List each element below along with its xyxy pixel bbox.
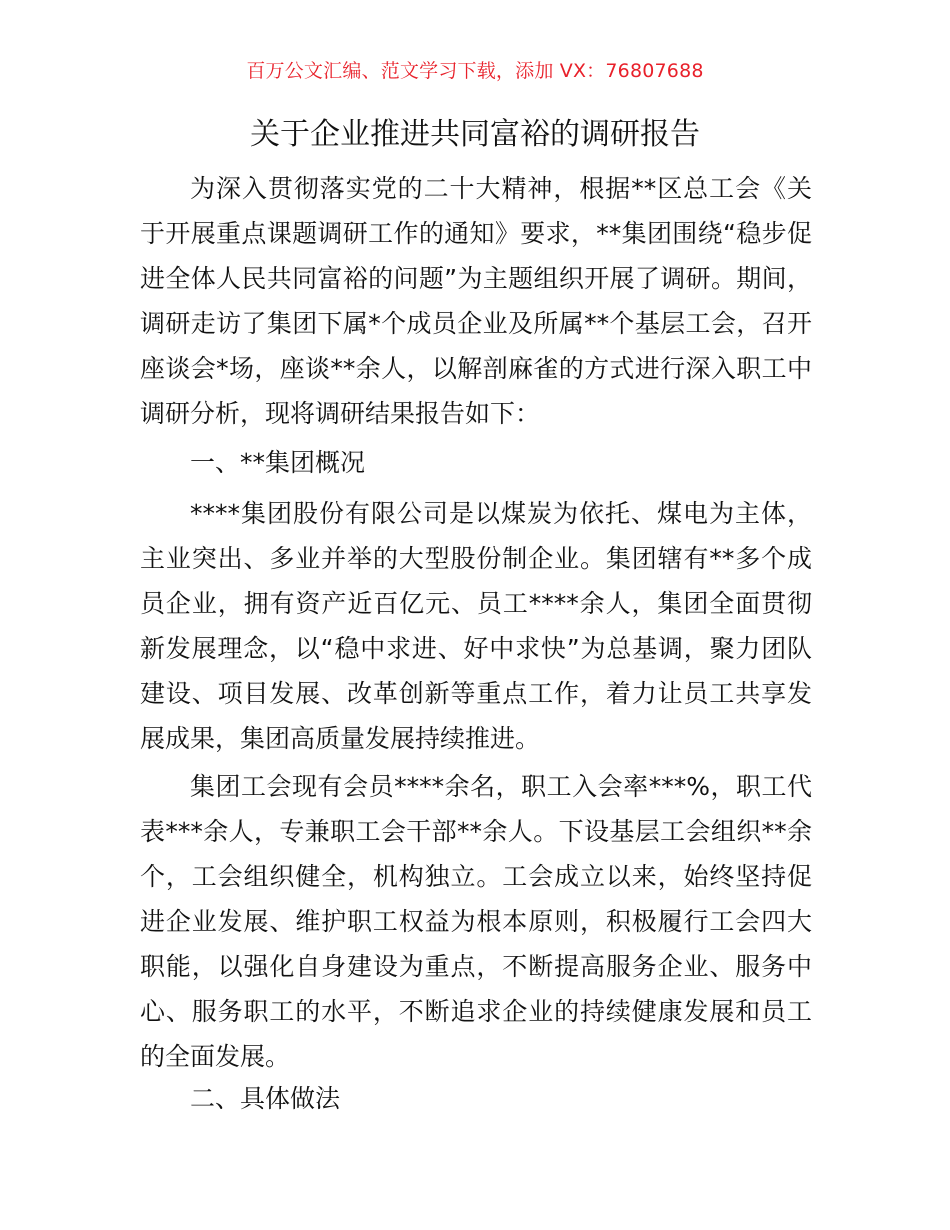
header-banner: 百万公文汇编、范文学习下载，添加 VX：76807688: [246, 60, 704, 82]
paragraph-union: 集团工会现有会员****余名，职工入会率***%，职工代表***余人，专兼职工会干部**余人。下设基层工会组织**余个，工会组织健全，机构独立。工会成立以来，始终坚持促进企业发展、维护职工权益为根本原则，积极履行工会四大职能，以强化自身建设为重点，不断提高服务企业、服务中心、服务职工的水平，不断追求企业的持续健康发展和员工的全面发展。: [140, 772, 812, 1071]
paragraph-overview: ****集团股份有限公司是以煤炭为依托、煤电为主体，主业突出、多业并举的大型股份制企业。集团辖有**多个成员企业，拥有资产近百亿元、员工****余人，集团全面贯彻新发展理念，以“稳中求进、好中求快”为总基调，聚力团队建设、项目发展、改革创新等重点工作，着力让员工共享发展成果，集团高质量发展持续推进。: [140, 499, 812, 753]
paragraph-intro: 为深入贯彻落实党的二十大精神，根据**区总工会《关于开展重点课题调研工作的通知》要求，**集团围绕“稳步促进全体人民共同富裕的问题”为主题组织开展了调研。期间，调研走访了集团下属*个成员企业及所属**个基层工会，召开座谈会*场，座谈**余人，以解剖麻雀的方式进行深入职工中调研分析，现将调研结果报告如下：: [140, 174, 812, 428]
section-heading-overview: 一、**集团概况: [190, 448, 366, 477]
document-title: 关于企业推进共同富裕的调研报告: [250, 117, 700, 152]
section-heading-practices: 二、具体做法: [190, 1084, 341, 1113]
